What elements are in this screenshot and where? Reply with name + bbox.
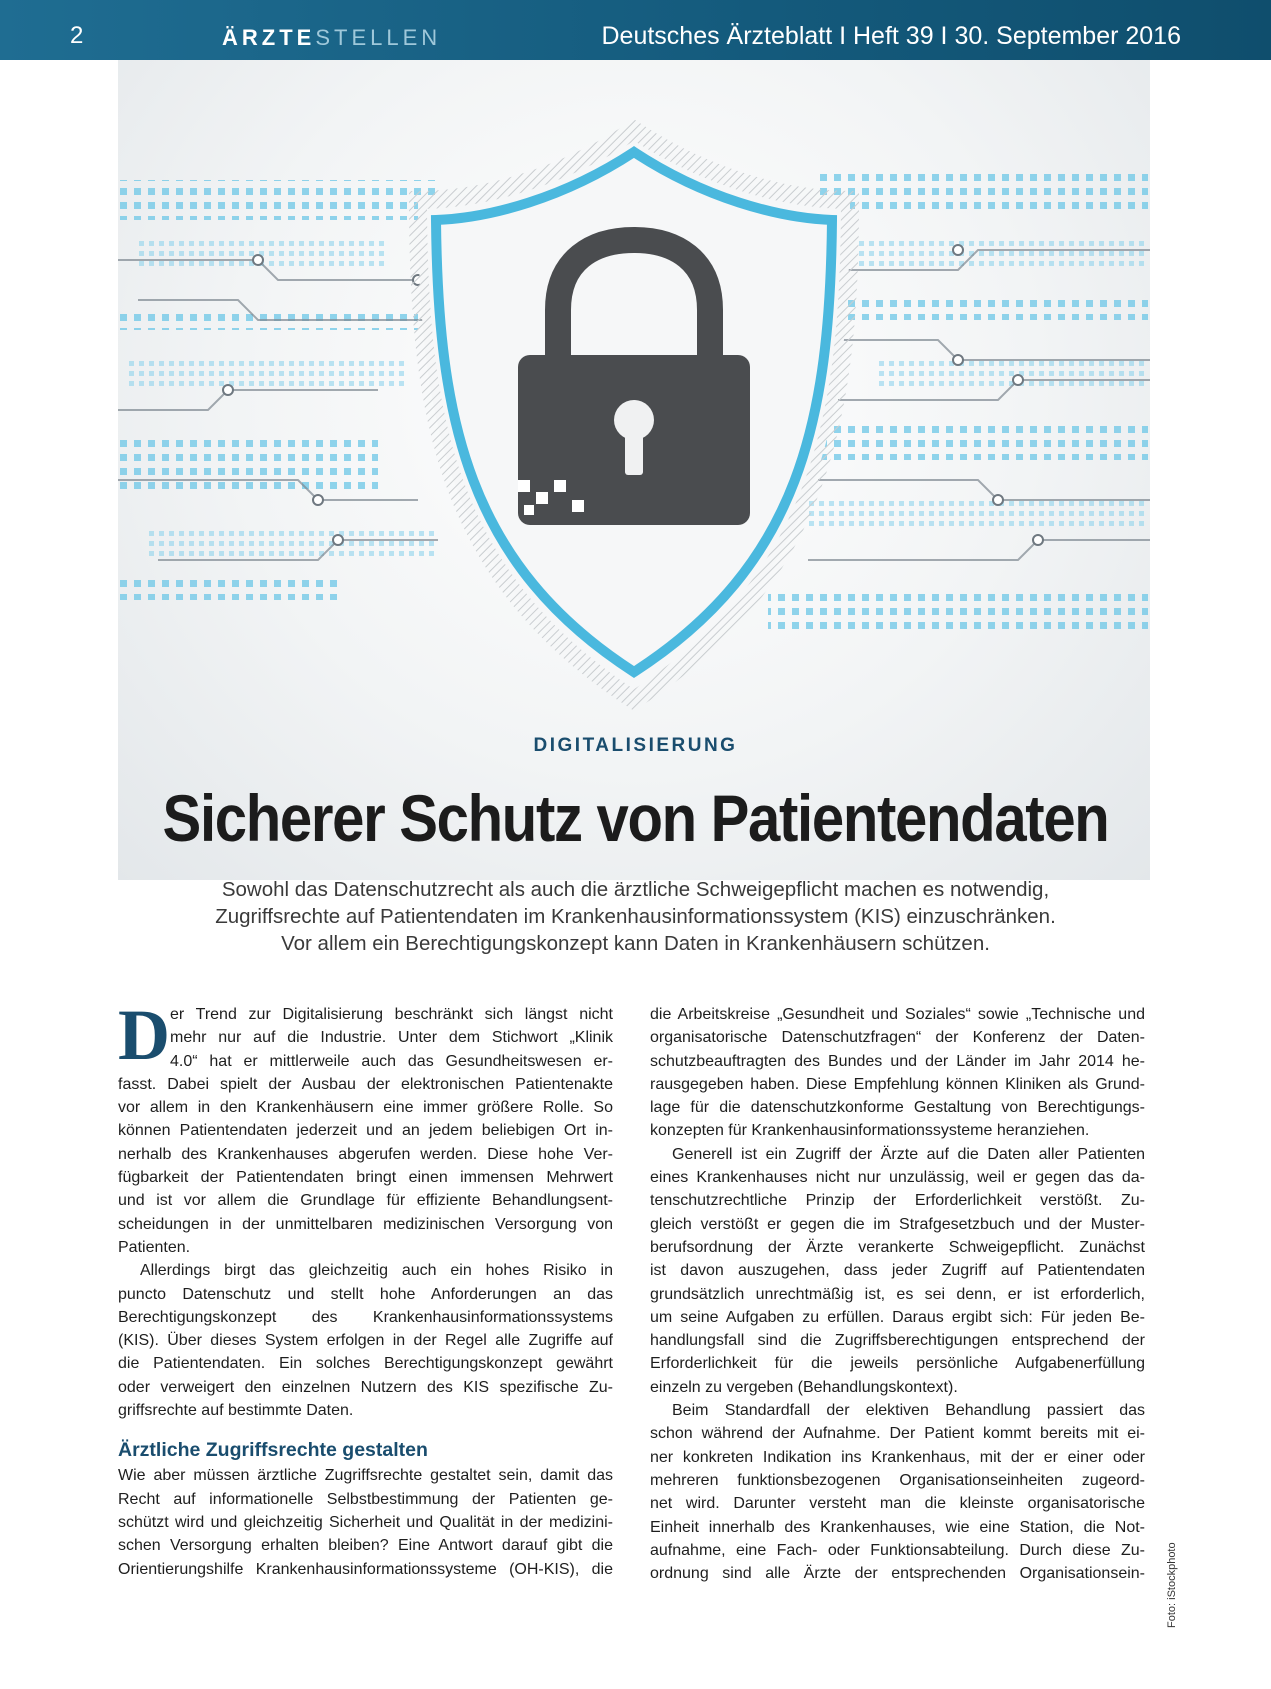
- article-kicker: DIGITALISIERUNG: [533, 735, 738, 756]
- article-title: Sicherer Schutz von Patientendaten: [162, 781, 1109, 855]
- article-lead: Sowohl das Datenschutzrecht als auch die ärztliche Schweigepflicht machen es notwendig, Zugriffsrechte auf Patientendaten im Krankenhausinformationssystem (KIS) einzuschränken. Vor allem ein Berechtigungskonzept kann Daten in Krankenhäusern schützen.: [215, 878, 1056, 955]
- issue-info: Deutsches Ärzteblatt I Heft 39 I 30. September 2016: [601, 22, 1181, 50]
- header-bar: [0, 0, 1271, 60]
- photo-credit: Foto: iStockphoto: [1166, 1542, 1178, 1628]
- paragraph-4: die Arbeitskreise „Gesundheit und Soziales“ sowie „Technische und organisatorische Datenschutzfragen“ der Konferenz der Daten- schutzbeauftragten des Bundes und der Länder im Jahr 2014 he- rausgegeben haben. Diese Empfehlung können Kliniken als Grund- lage für die datenschutzkonforme Gestaltung von Berechtigungs- konzepten für Krankenhausinformationssysteme heranziehen.: [650, 1006, 1145, 1140]
- paragraph-5: Generell ist ein Zugriff der Ärzte auf die Daten aller Patienten eines Krankenhauses nicht nur unzulässig, weil er gegen das da- tenschutzrechtliche Prinzip der Erforderlichkeit verstößt. Zu- gleich verstößt er gegen die im Strafgesetzbuch und der Muster- berufsordnung der Ärzte verankerte Schweigepflicht. Zunächst ist davon auszugehen, dass jeder Zugriff auf Patientendaten grundsätzlich unrechtmäßig ist, es sei denn, er ist erforderlich, um seine Aufgaben zu erfüllen. Daraus ergibt sich: Für jeden Be- handlungsfall sind die Zugriffsberechtigungen entsprechend der Erforderlichkeit für die jeweils persönliche Aufgabenerfüllung einzeln zu vergeben (Behandlungskontext).: [650, 1145, 1145, 1396]
- hero-image: [118, 60, 1150, 880]
- brand-logo: ÄRZTESTELLEN: [222, 25, 442, 50]
- padlock-shield-icon: [118, 60, 1150, 880]
- column-right: [650, 1003, 1145, 1585]
- paragraph-6: Beim Standardfall der elektiven Behandlung passiert das schon während der Aufnahme. Der Patient kommt bereits mit ei- ner konkreten Indikation ins Krankenhaus, mit der er einer oder mehreren funktionsbezogenen Organisationseinheiten zugeord- net wird. Darunter versteht man die kleinste organisatorische Einheit innerhalb des Krankenhauses, wie eine Station, die Not- aufnahme, eine Fach- oder Funktionsabteilung. Durch diese Zu- ordnung sind alle Ärzte der entsprechenden Organisationsein-: [650, 1402, 1145, 1583]
- paragraph-1: er Trend zur Digitalisierung beschränkt sich längst nicht mehr nur auf die Industrie. Unter dem Stichwort „Klinik 4.0“ hat er mittlerweile auch das Gesundheitswesen er- fasst. Dabei spielt der Ausbau der elektronischen Patientenakte vor allem in den Krankenhäusern eine immer größere Rolle. So können Patientendaten jederzeit und an jedem beliebigen Ort in- nerhalb des Krankenhauses abgerufen werden. Diese hohe Ver- fügbarkeit der Patientendaten bringt einen immensen Mehrwert und ist vor allem die Grundlage für effiziente Behandlungsent- scheidungen in der unmittelbaren medizinischen Versorgung von Patienten.: [118, 1006, 613, 1256]
- paragraph-2: Allerdings birgt das gleichzeitig auch ein hohes Risiko in puncto Datenschutz und stellt hohe Anforderungen an das Berechtigungskonzept des Krankenhausinformationssystems (KIS). Über dieses System erfolgen in der Regel alle Zugriffe auf die Patientendaten. Ein solches Berechtigungskonzept gewährt oder verweigert den einzelnen Nutzern des KIS spezifische Zu- griffsrechte auf bestimmte Daten.: [118, 1262, 613, 1420]
- drop-cap: D: [118, 995, 170, 1075]
- paragraph-3: Wie aber müssen ärztliche Zugriffsrechte gestaltet sein, damit das Recht auf informationelle Selbstbestimmung der Patienten ge- schützt wird und gleichzeitig Sicherheit und Qualität in der medizini- schen Versorgung erhalten bleiben? Eine Antwort darauf gibt die Orientierungshilfe Krankenhausinformationssysteme (OH-KIS), die: [118, 1467, 613, 1578]
- page-number: 2: [70, 22, 84, 49]
- column-left: [118, 995, 613, 1581]
- section-heading: Ärztliche Zugriffsrechte gestalten: [118, 1439, 428, 1462]
